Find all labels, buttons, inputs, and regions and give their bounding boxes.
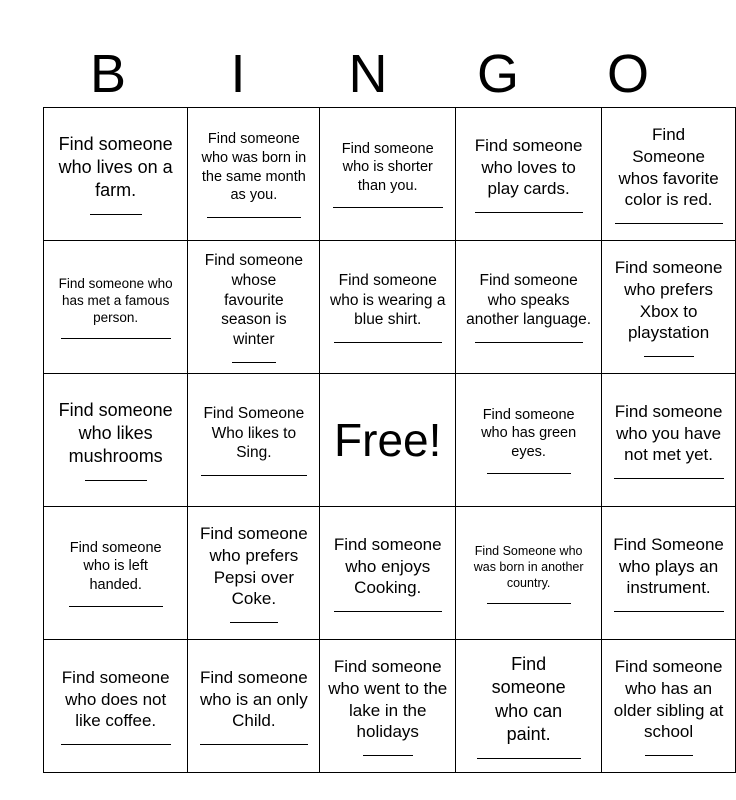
- grid-row-4: [44, 507, 736, 640]
- signature-line: [645, 747, 693, 756]
- bingo-cell[interactable]: [320, 108, 456, 241]
- cell-text: Find someone who you have not met yet.: [614, 401, 723, 465]
- signature-line: [487, 595, 571, 604]
- cell-text: Find someone whose favourite season is winter: [204, 251, 303, 349]
- bingo-cell[interactable]: [456, 507, 602, 640]
- bingo-cell[interactable]: [44, 374, 188, 507]
- bingo-cell[interactable]: [44, 108, 188, 241]
- cell-text: Find Someone whos favorite color is red.: [618, 125, 719, 210]
- bingo-cell[interactable]: [320, 507, 456, 640]
- cell-text: Find Someone Who likes to Sing.: [203, 404, 305, 462]
- signature-line: [487, 465, 571, 474]
- signature-line: [61, 736, 171, 745]
- bingo-cell[interactable]: [188, 374, 320, 507]
- signature-line: [85, 472, 147, 481]
- cell-text: Find someone who is an only Child.: [199, 667, 308, 731]
- cell-text: Find someone who has an older sibling at school: [613, 657, 724, 742]
- header-letter-i: I: [230, 44, 246, 104]
- cell-text: Find someone who has met a famous person.: [58, 275, 173, 326]
- grid-row-1: [44, 108, 736, 241]
- bingo-cell[interactable]: [456, 241, 602, 374]
- bingo-cell[interactable]: [188, 241, 320, 374]
- bingo-grid: [43, 107, 736, 773]
- cell-text: Find someone who enjoys Cooking.: [333, 534, 442, 598]
- signature-line: [614, 603, 724, 612]
- grid-row-2: [44, 241, 736, 374]
- header-letter-b: B: [89, 44, 127, 104]
- signature-line: [207, 209, 301, 218]
- bingo-cell[interactable]: [456, 374, 602, 507]
- signature-line: [90, 206, 142, 215]
- bingo-cell[interactable]: [320, 640, 456, 773]
- signature-line: [363, 747, 413, 756]
- cell-text: Find someone who is shorter than you.: [341, 140, 434, 194]
- cell-text: Find someone who lives on a farm.: [58, 133, 173, 201]
- bingo-header: [43, 40, 693, 108]
- cell-text: Find someone who prefers Pepsi over Coke.: [199, 524, 308, 609]
- grid-row-3: [44, 374, 736, 507]
- cell-text: Find someone who does not like coffee.: [61, 667, 170, 731]
- signature-line: [334, 334, 442, 343]
- bingo-cell[interactable]: [44, 507, 188, 640]
- signature-line: [200, 736, 308, 745]
- cell-text: Find someone who has green eyes.: [481, 406, 577, 460]
- signature-line: [61, 330, 171, 339]
- cell-text: Find someone who was born in the same month as you.: [201, 131, 307, 204]
- cell-text: Find someone who likes mushrooms: [58, 399, 173, 467]
- cell-text: Find someone who went to the lake in the holidays: [328, 657, 448, 742]
- grid-row-5: [44, 640, 736, 773]
- bingo-cell[interactable]: [188, 507, 320, 640]
- signature-line: [201, 467, 307, 476]
- bingo-cell[interactable]: [602, 241, 736, 374]
- signature-line: [644, 348, 694, 357]
- signature-line: [69, 598, 163, 607]
- bingo-cell[interactable]: [456, 640, 602, 773]
- bingo-cell[interactable]: [188, 640, 320, 773]
- cell-text: Find Someone who plays an instrument.: [613, 534, 724, 598]
- signature-line: [334, 603, 442, 612]
- signature-line: [232, 354, 276, 363]
- cell-text: Find someone who is wearing a blue shirt.: [330, 271, 446, 329]
- cell-text: Find someone who prefers Xbox to playstation: [614, 258, 723, 343]
- signature-line: [475, 204, 583, 213]
- cell-text: Find someone who speaks another language.: [466, 271, 592, 329]
- header-letter-o: O: [606, 44, 649, 104]
- bingo-cell[interactable]: [320, 241, 456, 374]
- signature-line: [615, 215, 723, 224]
- header-letter-g: G: [476, 44, 519, 104]
- cell-text: Find someone who is left handed.: [69, 539, 162, 593]
- bingo-cell[interactable]: [456, 108, 602, 241]
- cell-text: Find Someone who was born in another country.: [473, 543, 584, 590]
- free-space-label: Free!: [334, 413, 442, 466]
- bingo-cell[interactable]: [602, 374, 736, 507]
- bingo-cell[interactable]: [602, 108, 736, 241]
- signature-line: [614, 470, 724, 479]
- bingo-cell[interactable]: [44, 640, 188, 773]
- signature-line: [230, 614, 278, 623]
- cell-text: Find someone who can paint.: [491, 654, 566, 744]
- signature-line: [477, 750, 581, 759]
- bingo-cell[interactable]: [602, 640, 736, 773]
- bingo-cell[interactable]: [44, 241, 188, 374]
- signature-line: [333, 199, 443, 208]
- bingo-cell[interactable]: [602, 507, 736, 640]
- signature-line: [475, 334, 583, 343]
- cell-text: Find someone who loves to play cards.: [474, 135, 583, 199]
- header-letter-n: N: [348, 44, 388, 104]
- bingo-cell[interactable]: [188, 108, 320, 241]
- free-space-cell[interactable]: [320, 374, 456, 507]
